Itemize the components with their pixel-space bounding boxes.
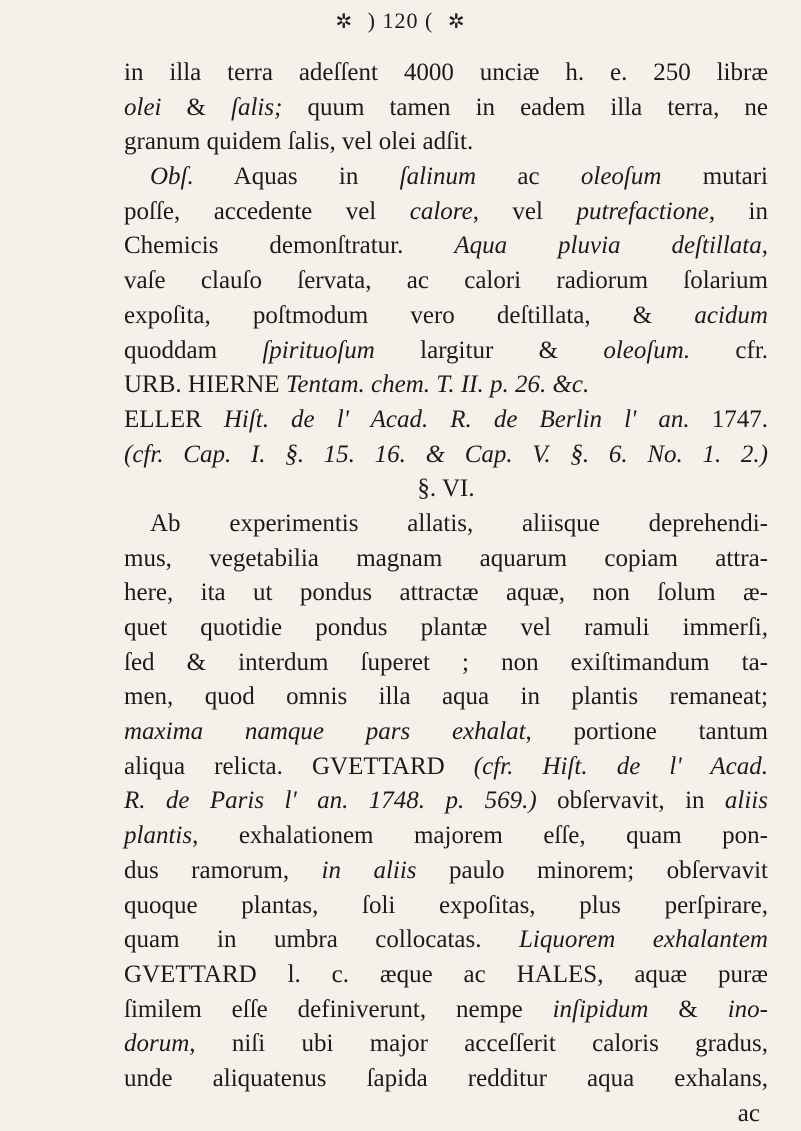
text-line: ſed & interdum ſuperet ; non exiſtimandum ta- xyxy=(124,648,768,676)
text-line: vaſe clauſo ſervata, ac calori radiorum ſolarium xyxy=(124,267,768,295)
ornament-right-icon: ✲ xyxy=(447,11,466,33)
text-line: ac xyxy=(737,1099,760,1127)
text-line: poſſe, accedente vel calore, vel putrefactione, in xyxy=(124,197,768,225)
text-line: unde aliquatenus ſapida redditur aqua exhalans, xyxy=(124,1064,768,1092)
text-line: expoſita, poſtmodum vero deſtillata, & acidum xyxy=(124,301,768,329)
text-line: R. de Paris l' an. 1748. p. 569.) obſervavit, in aliis xyxy=(124,787,768,815)
text-line: Chemicis demonſtratur. Aqua pluvia deſtillata, xyxy=(124,232,768,260)
text-line: Obſ. Aquas in ſalinum ac oleoſum mutari xyxy=(150,163,768,191)
text-line: in illa terra adeſſent 4000 unciæ h. e. 250 libræ xyxy=(124,59,768,86)
text-line: olei & ſalis; quum tamen in eadem illa terra, ne xyxy=(124,93,768,121)
text-line: mus, vegetabilia magnam aquarum copiam attra- xyxy=(124,544,768,572)
text-line: plantis, exhalationem majorem eſſe, quam pon- xyxy=(124,822,768,850)
text-line: maxima namque pars exhalat, portione tantum xyxy=(124,718,769,746)
page-header xyxy=(0,8,801,34)
text-line: quoque plantas, ſoli expoſitas, plus perſpirare, xyxy=(124,891,768,919)
text-line: (cfr. Cap. I. §. 15. 16. & Cap. V. §. 6. No. 1. 2.) xyxy=(124,440,768,468)
text-line: ELLER Hiſt. de l' Acad. R. de Berlin l' an. 1747. xyxy=(124,405,769,433)
text-line: granum quidem ſalis, vel olei adſit. xyxy=(124,128,474,156)
ornament-left-icon: ✲ xyxy=(335,11,354,33)
body-text xyxy=(124,56,768,1131)
text-line: Ab experimentis allatis, aliisque deprehendi- xyxy=(150,509,768,537)
page-number: ) 120 ( xyxy=(367,8,434,33)
text-line: quoddam ſpirituoſum largitur & oleoſum. cfr. xyxy=(124,336,769,364)
text-line: dus ramorum, in aliis paulo minorem; obſervavit xyxy=(124,856,769,884)
text-line: §. VI. xyxy=(417,475,475,503)
text-line: men, quod omnis illa aqua in plantis remaneat; xyxy=(124,683,768,711)
text-line: here, ita ut pondus attractæ aquæ, non ſolum æ- xyxy=(124,579,768,607)
text-line: aliqua relicta. GVETTARD (cfr. Hiſt. de l' Acad. xyxy=(124,752,768,780)
text-line: quam in umbra collocatas. Liquorem exhalantem xyxy=(124,926,768,954)
text-line: URB. HIERNE Tentam. chem. T. II. p. 26. &c. xyxy=(124,371,590,399)
text-line: ſimilem eſſe definiverunt, nempe inſipidum & ino- xyxy=(124,995,768,1023)
text-line: quet quotidie pondus plantæ vel ramuli immerſi, xyxy=(124,614,768,641)
text-line: GVETTARD l. c. æque ac HALES, aquæ puræ xyxy=(124,960,768,988)
text-line: dorum, niſi ubi major acceſſerit caloris gradus, xyxy=(124,1030,768,1058)
